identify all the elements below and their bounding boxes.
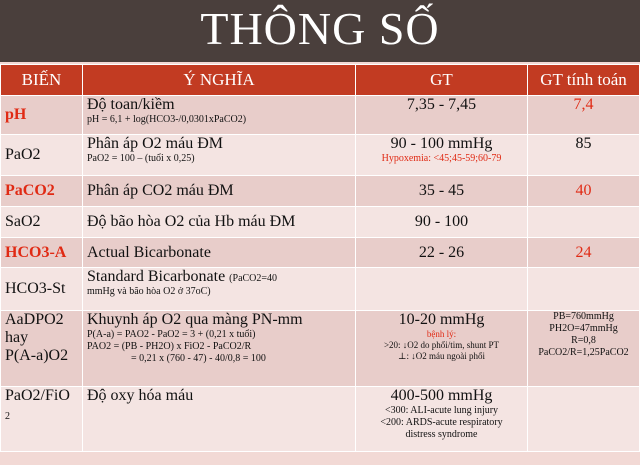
- gt-cell: [356, 135, 528, 176]
- gt-note-line: <200: ARDS-acute respiratory: [380, 417, 503, 428]
- gt-value: 10-20 mmHg: [398, 311, 485, 328]
- calc-value: 40: [575, 182, 592, 199]
- calc-line: R=0,8: [571, 335, 596, 346]
- var-line: AaDPO2: [5, 311, 64, 328]
- meaning-note: PaO2 = 100 – (tuổi x 0,25): [87, 153, 195, 164]
- meaning-inline-note: (PaCO2=40: [229, 273, 278, 284]
- var-label: PaO2: [5, 146, 41, 163]
- meaning-text: Độ toan/kiềm: [87, 96, 175, 113]
- calc-value: 85: [575, 135, 592, 152]
- calc-cell: [528, 176, 640, 207]
- calc-line: PB=760mmHg: [553, 311, 614, 322]
- calc-cell: [528, 311, 640, 387]
- header-y-nghia: Ý NGHĨA: [83, 65, 356, 96]
- calc-line: PaCO2/R=1,25PaCO2: [538, 347, 629, 358]
- header-bien: BIẾN: [1, 65, 83, 96]
- var-label: HCO3-St: [5, 280, 66, 297]
- var-cell: [1, 238, 83, 268]
- meaning-cell: [83, 135, 356, 176]
- meaning-note-line: P(A-a) = PAO2 - PaO2 = 3 + (0,21 x tuổi): [87, 329, 256, 340]
- calc-cell: [528, 207, 640, 238]
- meaning-note-line: PAO2 = (PB - PH2O) x FiO2 - PaCO2/R: [87, 341, 252, 352]
- gt-value: 35 - 45: [418, 182, 465, 199]
- meaning-text: Độ oxy hóa máu: [87, 387, 194, 404]
- meaning-cell: [83, 176, 356, 207]
- gt-note-line: bệnh lý:: [426, 329, 457, 339]
- table-row: [1, 135, 640, 176]
- meaning-text: Actual Bicarbonate: [87, 243, 211, 261]
- table-row: [1, 238, 640, 268]
- var-label: HCO3-A: [5, 243, 67, 261]
- gt-note-line: ⊥: ↓O2 máu ngoài phổi: [398, 351, 485, 361]
- gt-cell: [356, 176, 528, 207]
- parameters-table: [0, 64, 640, 452]
- gt-cell: [356, 238, 528, 268]
- table-row: [1, 311, 640, 387]
- var-cell: [1, 96, 83, 135]
- table-row: [1, 176, 640, 207]
- var-cell: [1, 268, 83, 311]
- gt-value: 400-500 mmHg: [390, 387, 493, 404]
- title-bar: [0, 0, 640, 62]
- gt-value: 7,35 - 7,45: [406, 96, 477, 113]
- gt-cell: [356, 387, 528, 452]
- var-label: SaO2: [5, 213, 41, 230]
- meaning-text: Standard Bicarbonate: [87, 268, 226, 285]
- meaning-note: pH = 6,1 + log(HCO3-/0,0301xPaCO2): [87, 114, 247, 125]
- gt-value: 90 - 100 mmHg: [390, 135, 493, 152]
- calc-value: 24: [575, 243, 592, 261]
- var-cell: [1, 387, 83, 452]
- meaning-cell: [83, 96, 356, 135]
- gt-note-line: distress syndrome: [405, 429, 478, 440]
- gt-note: Hypoxemia: <45;45-59;60-79: [381, 153, 502, 164]
- calc-cell: [528, 387, 640, 452]
- meaning-text: Phân áp CO2 máu ĐM: [87, 182, 234, 199]
- header-row: [1, 65, 640, 96]
- var-line: 2: [5, 411, 10, 422]
- page-title: THÔNG SỐ: [200, 3, 440, 54]
- table-row: [1, 207, 640, 238]
- var-line: PaO2/FiO: [5, 387, 70, 404]
- var-line: P(A-a)O2: [5, 347, 69, 364]
- var-label: pH: [5, 106, 27, 123]
- header-gt: GT: [356, 65, 528, 96]
- var-line: hay: [5, 329, 29, 346]
- gt-cell: [356, 311, 528, 387]
- meaning-cell: [83, 311, 356, 387]
- meaning-text: Độ bão hòa O2 của Hb máu ĐM: [87, 213, 296, 230]
- gt-note-line: >20: ↓O2 do phổi/tim, shunt PT: [383, 340, 500, 350]
- calc-value: 7,4: [573, 96, 594, 113]
- gt-cell: [356, 268, 528, 311]
- calc-cell: [528, 96, 640, 135]
- meaning-line: [87, 268, 351, 286]
- meaning-cell: [83, 238, 356, 268]
- gt-cell: [356, 207, 528, 238]
- var-cell: [1, 135, 83, 176]
- var-cell: [1, 311, 83, 387]
- table-row: [1, 387, 640, 452]
- calc-line: PH2O=47mmHg: [549, 323, 618, 334]
- meaning-cell: [83, 207, 356, 238]
- gt-note-line: <300: ALI-acute lung injury: [384, 405, 499, 416]
- gt-value: 90 - 100: [414, 213, 469, 230]
- meaning-note: mmHg và bão hòa O2 ở 37oC): [87, 286, 211, 297]
- gt-cell: [356, 96, 528, 135]
- meaning-text: Khuynh áp O2 qua màng PN-mm: [87, 311, 303, 328]
- var-cell: [1, 176, 83, 207]
- header-gt-tinh-toan: GT tính toán: [528, 65, 640, 96]
- meaning-cell: [83, 268, 356, 311]
- calc-cell: [528, 238, 640, 268]
- calc-cell: [528, 135, 640, 176]
- meaning-cell: [83, 387, 356, 452]
- table-row: [1, 268, 640, 311]
- meaning-note-line: = 0,21 x (760 - 47) - 40/0,8 = 100: [131, 353, 266, 364]
- var-cell: [1, 207, 83, 238]
- meaning-text: Phân áp O2 máu ĐM: [87, 135, 223, 152]
- var-label: PaCO2: [5, 182, 55, 199]
- table-row: [1, 96, 640, 135]
- gt-value: 22 - 26: [418, 243, 465, 261]
- calc-cell: [528, 268, 640, 311]
